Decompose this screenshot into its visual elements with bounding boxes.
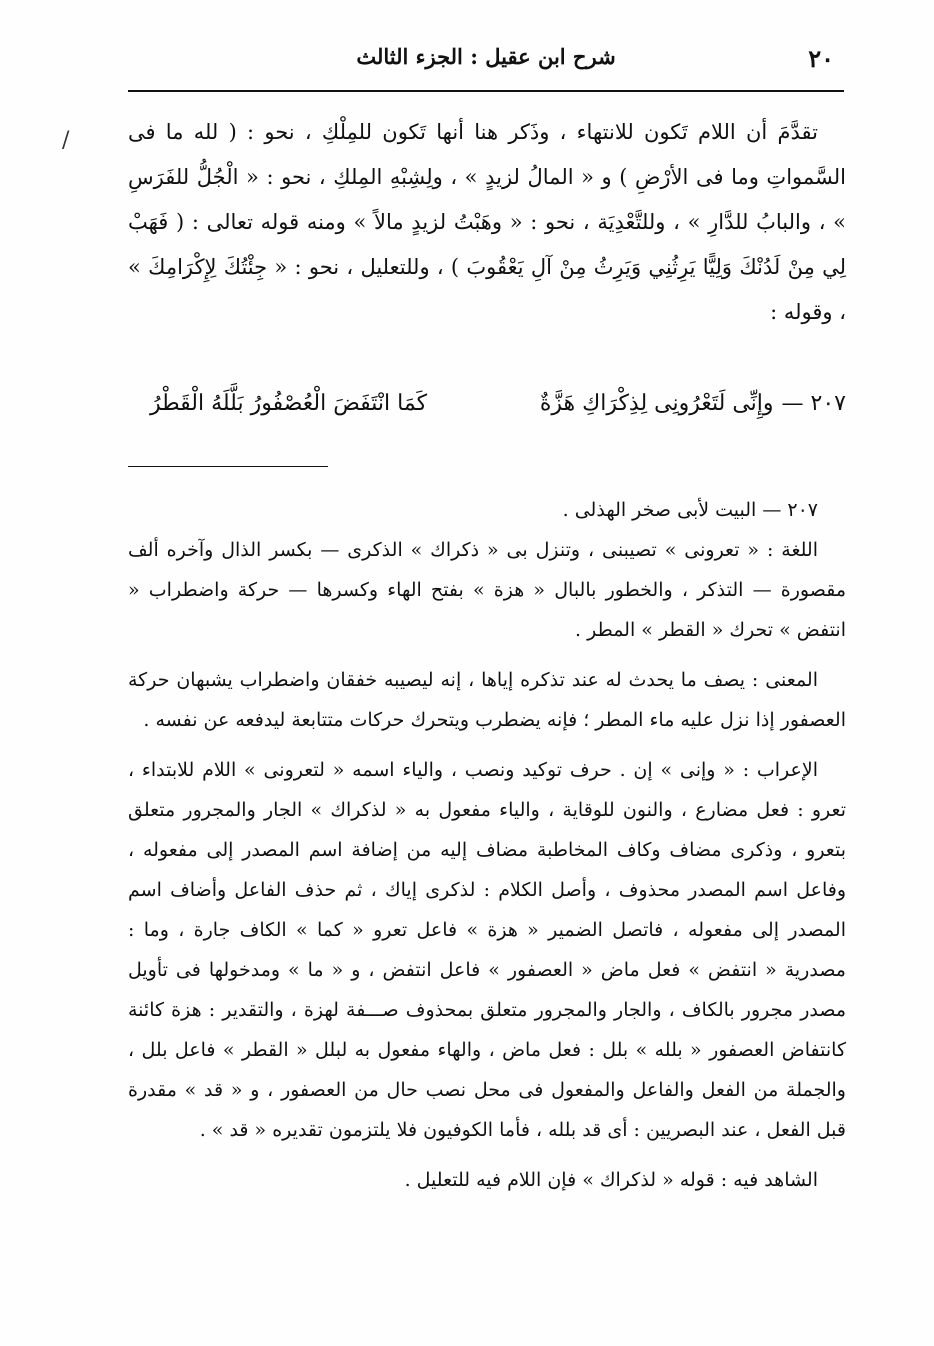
footnote-divider	[128, 466, 328, 467]
footnote-irab: الإعراب : « وإنى » إن . حرف توكيد ونصب ، والياء اسمه « لتعرونى » اللام للابتداء ، تعرو : فعل مضارع ، والنون للوقاية ، والياء مفعول به « لذكراك » الجار والمجرور متعلق بتعرو ، وذكرى مضاف وكاف المخاطبة مضاف إليه من إضافة اسم المصدر إلى مفعوله ، وفاعل اسم المصدر محذوف ، وأصل الكلام : لذكرى إياك ، ثم حذف الفاعل وأضاف اسم المصدر إلى مفعوله ، فاتصل الضمير « هزة » فاعل تعرو « كما » الكاف جارة ، وما : مصدرية « انتفض » فعل ماض « العصفور » فاعل انتفض ، و « ما » ومدخولها فى تأويل مصدر مجرور بالكاف ، والجار والمجرور متعلق بمحذوف صـــفة لهزة ، والتقدير : هزة كائنة كانتفاض العصفور « بلله » بلل : فعل ماض ، والهاء مفعول به لبلل « القطر » فاعل بلل ، والجملة من الفعل والفاعل والمفعول فى محل نصب حال من العصفور ، و « قد » مقدرة قبل الفعل ، عند البصريين : أى قد بلله ، فأما الكوفيون فلا يلتزمون تقديره « قد » .	[128, 759, 846, 1141]
header-rule	[128, 90, 844, 92]
footnotes	[128, 490, 846, 1210]
footnote-mana: المعنى : يصف ما يحدث له عند تذكره إياها ، إنه ليصيبه خفقان واضطراب يشبهان حركة العصفور إذا نزل عليه ماء المطر ؛ فإنه يضطرب ويتحرك حركات متتابعة ليدفعه عن نفسه .	[128, 669, 846, 731]
verse-207	[150, 382, 846, 426]
verse-number: ٢٠٧ —	[781, 391, 846, 416]
page-number: ٢٠	[808, 44, 834, 73]
footnote-shahid: الشاهد فيه : قوله « لذكراك » فإن اللام فيه للتعليل .	[404, 1169, 818, 1191]
verse-first-hemistich: وإِنِّى لَتَعْرُونِى لِذِكْرَاكِ هَزَّةٌ	[539, 391, 774, 416]
page-header	[128, 36, 844, 82]
main-text	[128, 110, 846, 335]
verse-second-hemistich: كَمَا انْتَفَضَ الْعُصْفُورُ بَلَّلَهُ الْقَطْرُ	[149, 391, 428, 416]
running-title: شرح ابن عقيل : الجزء الثالث	[356, 44, 616, 69]
margin-mark: /	[62, 128, 70, 153]
footnote-lugha: اللغة : « تعرونى » تصيبنى ، وتنزل بى « ذكراك » الذكرى — بكسر الذال وآخره ألف مقصورة — التذكر ، والخطور بالبال « هزة » بفتح الهاء وكسرها — حركة واضطراب « انتفض » تحرك « القطر » المطر .	[128, 539, 846, 641]
main-paragraph: تقدَّمَ أن اللام تَكون للانتهاء ، وذَكر هنا أنها تَكون للمِلْكِ ، نحو : ( لله ما فى السَّمواتِ وما فى الأرْضِ ) و « المالُ لزيدٍ » ، ولِشِبْهِ المِلكِ ، نحو : « الْجُلُّ للفَرَسِ » ، والبابُ للدَّارِ » ، وللتَّعْدِيَة ، نحو : « وهَبْتُ لزيدٍ مالاً » ومنه قوله تعالى : ( فَهَبْ لِي مِنْ لَدُنْكَ وَلِيًّا يَرِثُنِي وَيَرِثُ مِنْ آلِ يَعْقُوبَ ) ، وللتعليل ، نحو : « جِئْتُكَ لِإِكْرَامِكَ » ، وقوله :	[128, 120, 846, 324]
footnote-title: ٢٠٧ — البيت لأبى صخر الهذلى .	[562, 499, 818, 521]
